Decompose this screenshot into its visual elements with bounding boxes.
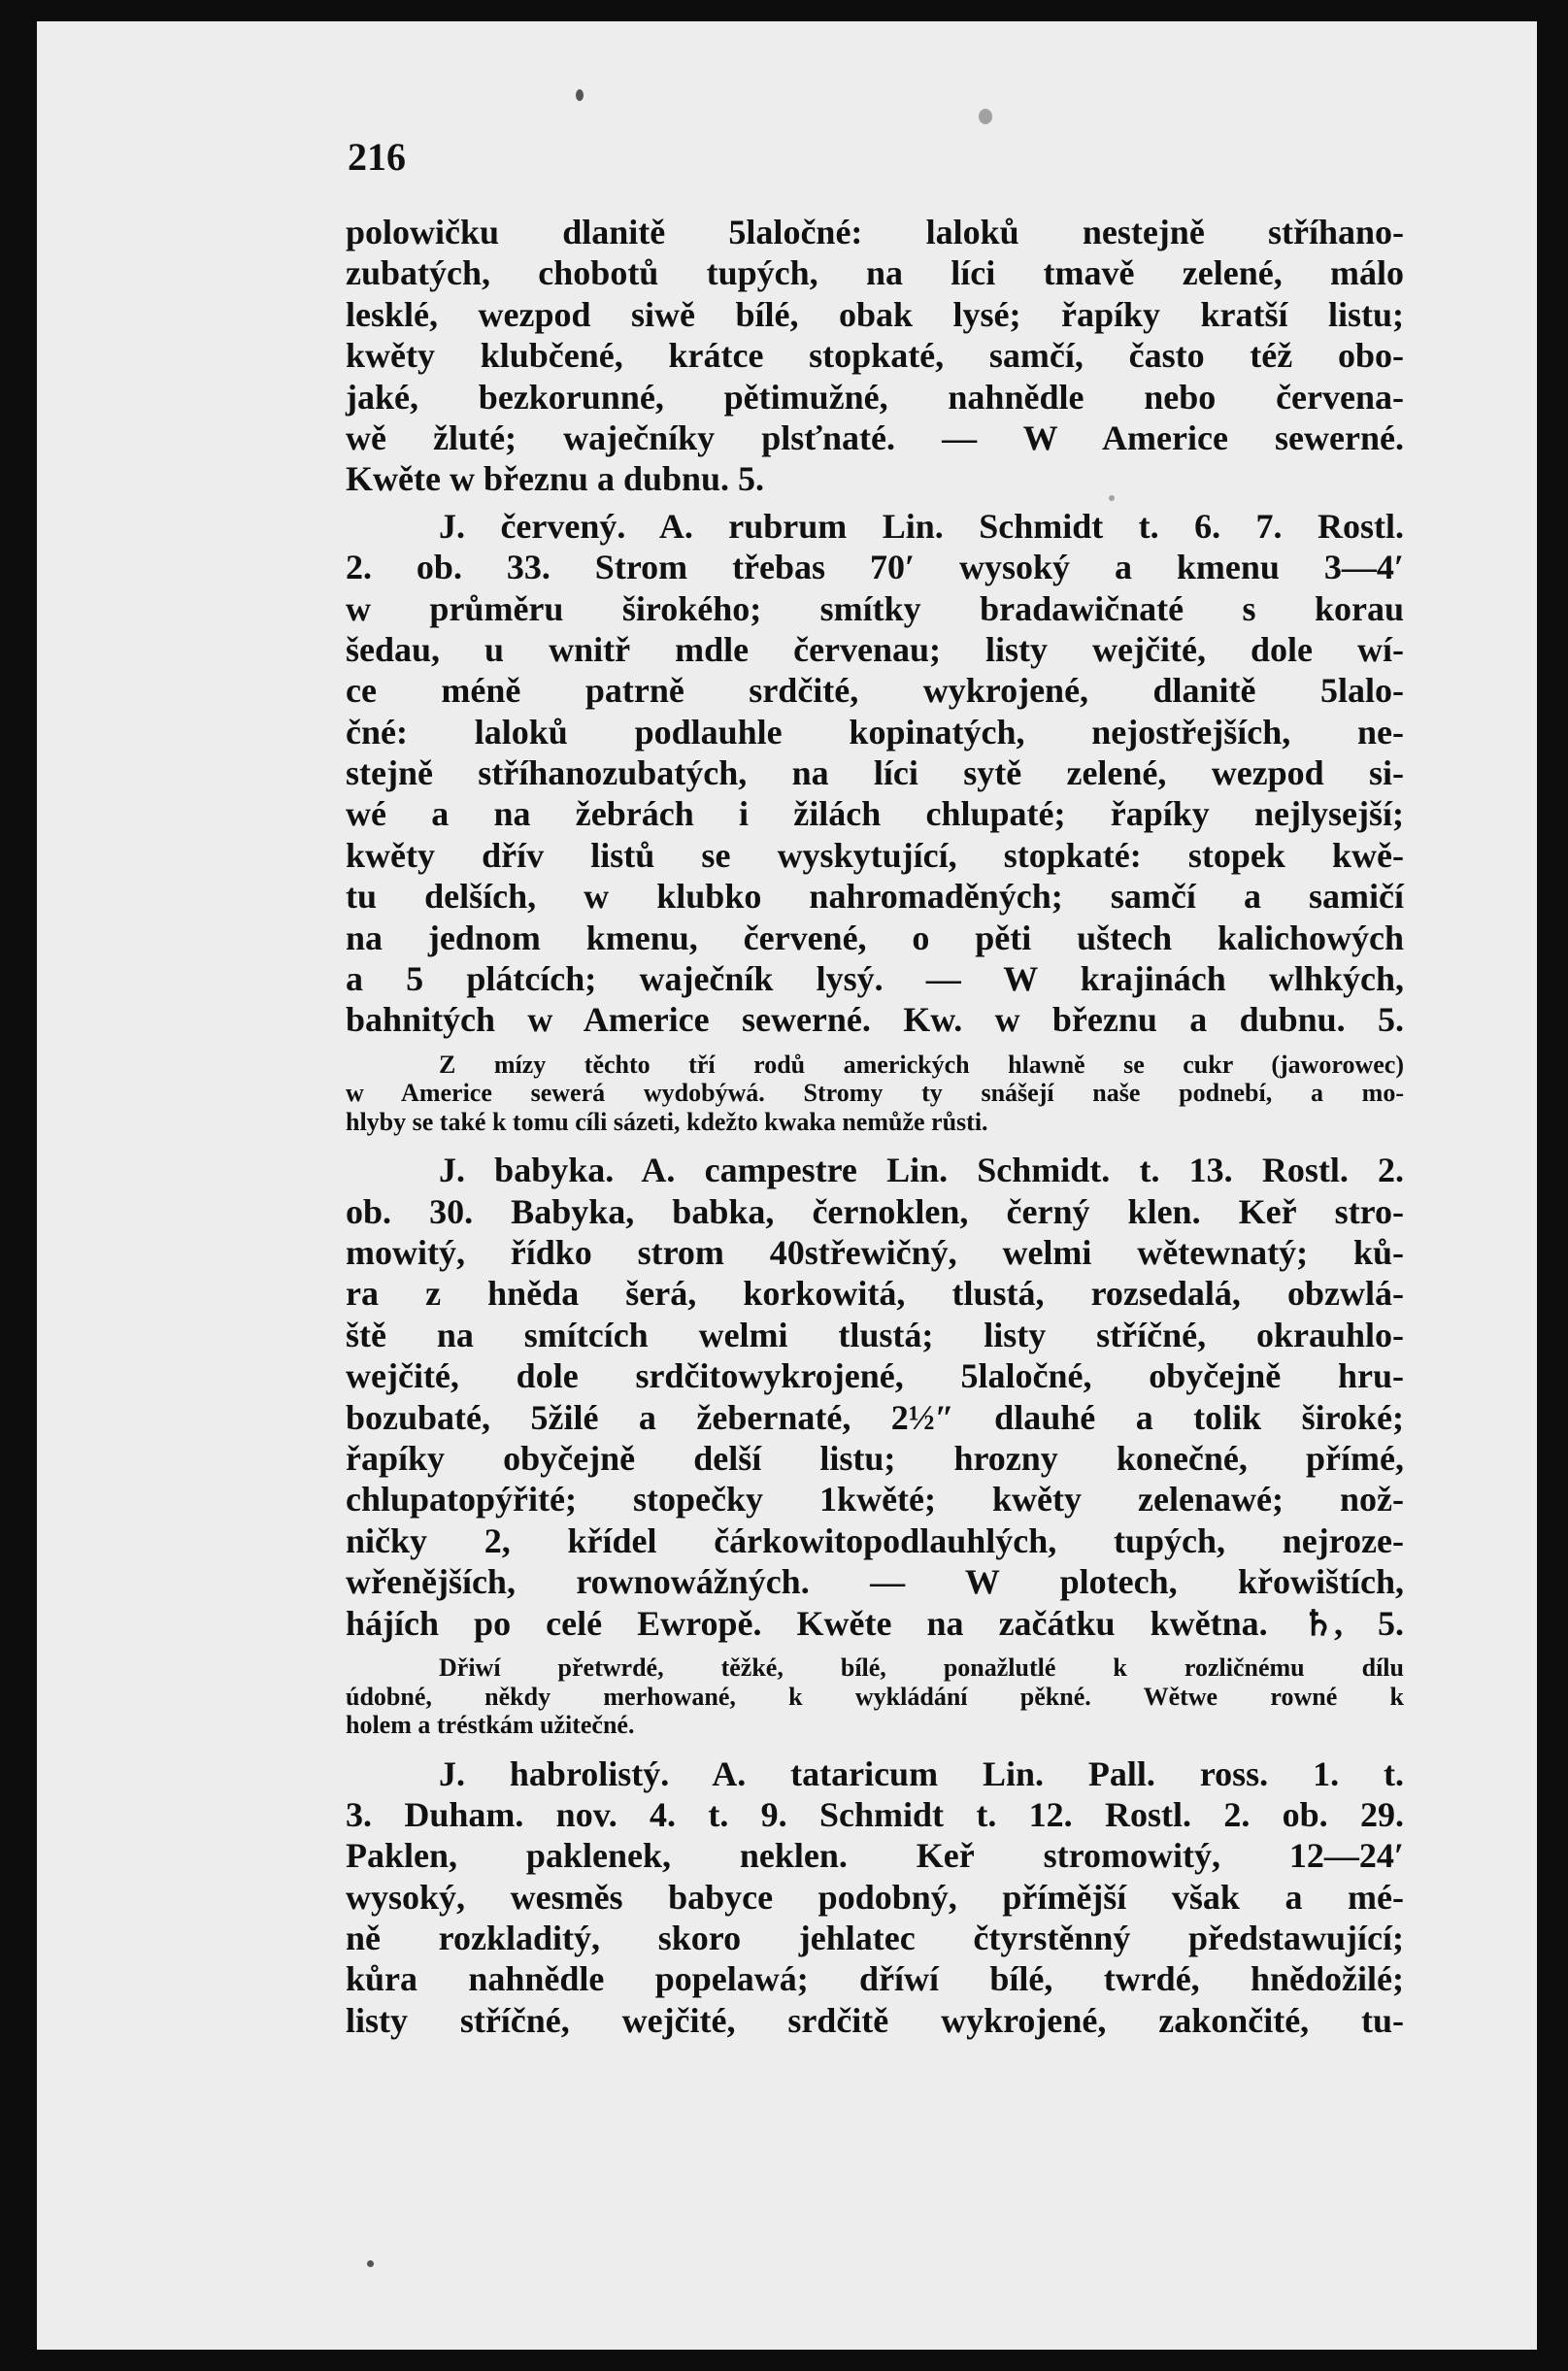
page-text — [346, 212, 1404, 2041]
note-line: údobné, někdy merhowané, k wykládání pěkné. Wětwe rowné k — [346, 1682, 1404, 1711]
entry-acer-campestre — [346, 1150, 1404, 1644]
print-speck — [979, 109, 992, 124]
page-number: 216 — [348, 135, 406, 179]
entry-heading-line: J. habrolistý. A. tataricum Lin. Pall. ross. 1. t. — [439, 1753, 1404, 1793]
text-line: šedau, u wnitř mdle červenau; listy wejčité, dole wí- — [346, 629, 1404, 669]
note-line: w Americe sewerá wydobýwá. Stromy ty snášejí naše podnebí, a mo- — [346, 1079, 1404, 1108]
text-line: ce méně patrně srdčité, wykrojené, dlanitě 5lalo- — [346, 671, 1404, 711]
note-line: Z mízy těchto tří rodů amerických hlawně se cukr (jaworowec) — [439, 1050, 1404, 1079]
print-speck — [576, 89, 584, 101]
text-line: wě žluté; waječníky plsťnaté. — W Americe sewerné. — [346, 417, 1404, 457]
text-line: ště na smítcích welmi tlustá; listy stříčné, okrauhlo- — [346, 1315, 1404, 1354]
entry-heading-line: J. babyka. A. campestre Lin. Schmidt. t. 13. Rostl. 2. — [439, 1151, 1404, 1190]
text-line: na jednom kmenu, červené, o pěti uštech kalichowých — [346, 918, 1404, 957]
text-line: ra z hněda šerá, korkowitá, tlustá, rozsedalá, obzwlá- — [346, 1274, 1404, 1314]
footnote-sugar — [346, 1051, 1404, 1137]
text-line: kwěty klubčené, krátce stopkaté, samčí, často též obo- — [346, 336, 1404, 376]
text-line: stejně stříhanozubatých, na líci sytě zelené, wezpod si- — [346, 753, 1404, 793]
text-line: bahnitých w Americe sewerné. Kw. w březnu a dubnu. 5. — [346, 1000, 1404, 1040]
text-line: Paklen, paklenek, neklen. Keř stromowitý, 12—24′ — [346, 1836, 1404, 1876]
text-line: Kwěte w březnu a dubnu. 5. — [346, 459, 765, 499]
text-line: hájích po celé Ewropě. Kwěte na začátku kwětna. ♄, 5. — [346, 1603, 1404, 1643]
text-line: wřenějších, rownowážných. — W plotech, křowištích, — [346, 1562, 1404, 1602]
note-line: holem a tréstkám užitečné. — [346, 1711, 635, 1739]
text-line: polowičku dlanitě 5laločné: laloků nestejně stříhano- — [346, 213, 1404, 251]
footnote-wood — [346, 1653, 1404, 1740]
text-line: chlupatopýřité; stopečky 1kwěté; kwěty zelenawé; nož- — [346, 1480, 1404, 1519]
note-line: hlyby se také k tomu cíli sázeti, kdežto kwaka nemůže růsti. — [346, 1107, 988, 1136]
entry-heading-line: J. červený. A. rubrum Lin. Schmidt t. 6. 7. Rostl. — [439, 506, 1404, 546]
print-speck — [367, 2260, 374, 2267]
text-line: 2. ob. 33. Strom třebas 70′ wysoký a kmenu 3—4′ — [346, 548, 1404, 587]
text-line: listy stříčné, wejčité, srdčitě wykrojené, zakončité, tu- — [346, 2000, 1404, 2040]
text-line: wejčité, dole srdčitowykrojené, 5laločné, obyčejně hru- — [346, 1356, 1404, 1396]
text-line: ničky 2, křídel čárkowitopodlauhlých, tupých, nejroze- — [346, 1520, 1404, 1560]
text-line: w průměru širokého; smítky bradawičnaté s korau — [346, 588, 1404, 628]
text-line: wysoký, wesměs babyce podobný, přímější však a mé- — [346, 1877, 1404, 1917]
text-line: 3. Duham. nov. 4. t. 9. Schmidt t. 12. Rostl. 2. ob. 29. — [346, 1794, 1404, 1834]
text-line: čné: laloků podlauhle kopinatých, nejostřejších, ne- — [346, 712, 1404, 751]
text-line: ob. 30. Babyka, babka, černoklen, černý klen. Keř stro- — [346, 1191, 1404, 1231]
note-line: Dřiwí přetwrdé, těžké, bílé, ponažlutlé k rozličnému dílu — [439, 1653, 1404, 1682]
text-line: bozubaté, 5žilé a žebernaté, 2½″ dlauhé a tolik široké; — [346, 1397, 1404, 1437]
text-line: mowitý, řídko strom 40střewičný, welmi wětewnatý; ků- — [346, 1233, 1404, 1273]
text-line: lesklé, wezpod siwě bílé, obak lysé; řapíky kratší listu; — [346, 294, 1404, 334]
text-line: zubatých, chobotů tupých, na líci tmavě zelené, málo — [346, 253, 1404, 293]
text-line: kwěty dřív listů se wyskytující, stopkaté: stopek kwě- — [346, 835, 1404, 875]
text-line: jaké, bezkorunné, pětimužné, nahnědle nebo červena- — [346, 377, 1404, 417]
text-line: řapíky obyčejně delší listu; hrozny konečné, přímé, — [346, 1439, 1404, 1479]
text-line: wé a na žebrách i žilách chlupaté; řapíky nejlysejší; — [346, 794, 1404, 834]
paragraph-continuation — [346, 212, 1404, 500]
entry-acer-tataricum — [346, 1753, 1404, 2042]
text-line: a 5 plátcích; waječník lysý. — W krajinách wlhkých, — [346, 959, 1404, 999]
text-line: ně rozkladitý, skoro jehlatec čtyrstěnný předstawující; — [346, 1919, 1404, 1958]
entry-acer-rubrum — [346, 506, 1404, 1041]
text-line: kůra nahnědle popelawá; dříwí bílé, twrdé, hnědožilé; — [346, 1959, 1404, 1999]
text-line: tu delších, w klubko nahromaděných; samčí a samičí — [346, 877, 1404, 917]
